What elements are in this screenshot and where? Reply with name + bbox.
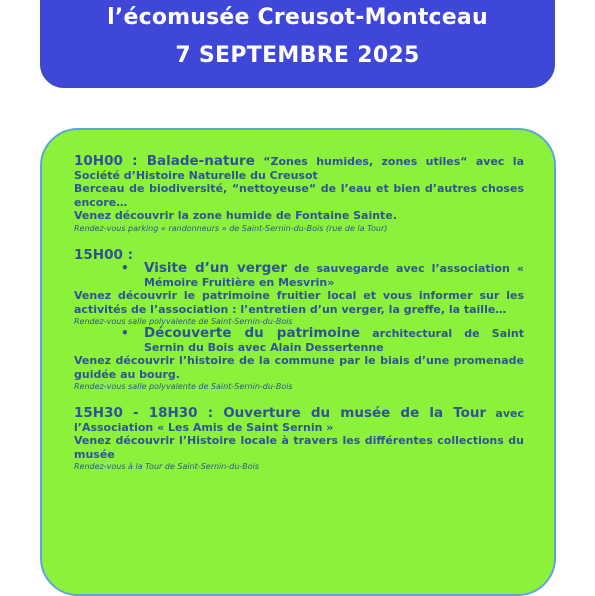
event-musee-title: 15H30 - 18H30 : Ouverture du musée de la Tour [74,405,487,421]
event-patrimoine-subtitle: architectural de Saint Sernin du Bois avec Alain Dessertenne [144,327,524,354]
event-patrimoine-heading [74,327,524,354]
banner-date: 7 SEPTEMBRE 2025 [175,43,420,68]
event-verger-heading [74,262,524,289]
event-musee-rdv: Rendez-vous à la Tour de Saint-Sernin-du-Bois [74,462,260,471]
event-balade-rdv: Rendez-vous parking « randonneurs » de Saint-Sernin-du-Bois (rue de la Tour) [74,223,388,233]
bullet-icon: • [121,326,129,340]
program-content [74,155,524,472]
event-musee-subtitle: avec l’Association « Les Amis de Saint Sernin » [74,407,524,434]
event-balade-heading [74,155,524,182]
event-verger-subtitle: de sauvegarde avec l’association « Mémoire Fruitière en Mesvrin» [144,262,524,289]
event-patrimoine-desc: Venez découvrir l’histoire de la commune par le biais d’une promenade guidée au bourg. [74,354,524,381]
event-musee-heading [74,407,524,434]
program-panel [40,128,556,596]
event-15h-time: 15H00 : [74,246,133,263]
banner-title-line1: l’écomusée Creusot-Montceau [107,5,488,30]
event-patrimoine-rdv: Rendez-vous salle polyvalente de Saint-Sernin-du-Bois [74,382,293,391]
event-balade-subtitle: “Zones humides, zones utiles“ avec la Société d’Histoire Naturelle du Creusot [74,155,524,182]
event-balade-desc: Berceau de biodiversité, “nettoyeuse“ de l’eau et bien d’autres choses encore… [74,182,524,209]
bullet-icon: • [121,261,129,275]
event-patrimoine-title: Découverte du patrimoine [144,325,361,341]
event-balade-invite: Venez découvrir la zone humide de Fontaine Sainte. [74,209,397,222]
event-verger-title: Visite d’un verger [144,260,288,276]
event-verger-desc: Venez découvrir le patrimoine fruitier local et vous informer sur les activités de l’association : l’entretien d’un verger, la greffe, la taille… [74,289,524,316]
header-banner [40,0,555,88]
event-musee-desc: Venez découvrir l’Histoire locale à travers les différentes collections du musée [74,434,524,461]
event-balade-title: 10H00 : Balade-nature [74,153,255,169]
event-verger-rdv: Rendez-vous salle polyvalente de Saint-Sernin-du-Bois [74,317,293,326]
